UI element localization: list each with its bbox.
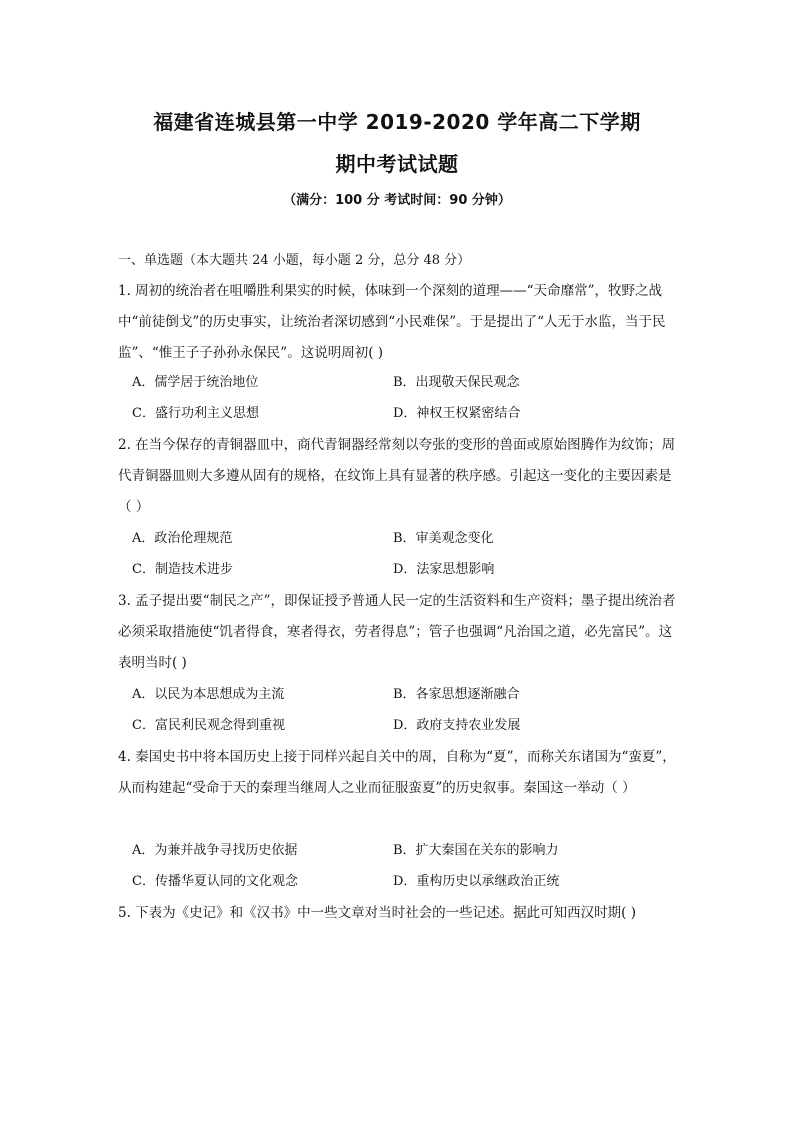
question-4-stem: 4. 秦国史书中将本国历史上接于同样兴起自关中的周，自称为“夏”，而称关东诸国为“蛮夏”，从而构建起“受命于天的秦理当继周人之业而征服蛮夏”的历史叙事。秦国这一举动（ ） [118, 749, 676, 796]
question-5-stem: 5. 下表为《史记》和《汉书》中一些文章对当时社会的一些记述。据此可知西汉时期( ) [118, 905, 636, 921]
question-1-option-b[interactable]: B．出现敬天保民观念 [393, 375, 520, 390]
question-4-option-a[interactable]: A．为兼并战争寻找历史依据 [132, 843, 298, 858]
exam-title-line1: 福建省连城县第一中学 2019-2020 学年高二下学期 [153, 110, 641, 134]
question-2-option-d[interactable]: D．法家思想影响 [393, 562, 495, 577]
question-1-option-d[interactable]: D．神权王权紧密结合 [393, 406, 521, 421]
section-heading: 一、单选题（本大题共 24 小题，每小题 2 分，总分 48 分） [118, 253, 471, 268]
question-4-option-b[interactable]: B．扩大秦国在关东的影响力 [393, 843, 559, 858]
question-3-stem: 3. 孟子提出要“制民之产”，即保证授予普通人民一定的生活资料和生产资料；墨子提出统治者必须采取措施使“饥者得食，寒者得衣，劳者得息”；管子也强调“凡治国之道，必先富民”。这表明当时( ) [118, 593, 676, 671]
question-1-option-a[interactable]: A．儒学居于统治地位 [132, 375, 259, 390]
question-3-option-d[interactable]: D．政府支持农业发展 [393, 718, 521, 733]
question-3-options [132, 679, 652, 741]
exam-subtitle: （满分：100 分 考试时间：90 分钟） [283, 193, 511, 208]
question-3-option-b[interactable]: B．各家思想逐渐融合 [393, 687, 520, 702]
question-1-options [132, 367, 652, 429]
question-1-option-c[interactable]: C．盛行功利主义思想 [132, 406, 259, 421]
question-2-option-c[interactable]: C．制造技术进步 [132, 562, 233, 577]
question-4-option-c[interactable]: C．传播华夏认同的文化观念 [132, 874, 298, 889]
question-2-options [132, 523, 652, 585]
question-2-option-b[interactable]: B．审美观念变化 [393, 531, 494, 546]
question-1-stem: 1. 周初的统治者在咀嚼胜利果实的时候，体味到一个深刻的道理——“天命靡常”，牧野之战中“前徒倒戈”的历史事实，让统治者深切感到“小民难保”。于是提出了“人无于水监，当于民监”、“惟王子子孙孙永保民”。这说明周初( ) [118, 283, 666, 361]
exam-title-line2: 期中考试试题 [335, 152, 459, 176]
question-2-option-a[interactable]: A．政治伦理规范 [132, 531, 233, 546]
question-2-stem: 2. 在当今保存的青铜器皿中，商代青铜器经常刻以夸张的变形的兽面或原始图腾作为纹饰；周代青铜器皿则大多遵从固有的规格，在纹饰上具有显著的秩序感。引起这一变化的主要因素是（ ） [118, 437, 676, 515]
question-3-option-a[interactable]: A．以民为本思想成为主流 [132, 687, 285, 702]
question-3-option-c[interactable]: C．富民利民观念得到重视 [132, 718, 285, 733]
question-4-options [132, 835, 652, 897]
question-4-option-d[interactable]: D．重构历史以承继政治正统 [393, 874, 560, 889]
